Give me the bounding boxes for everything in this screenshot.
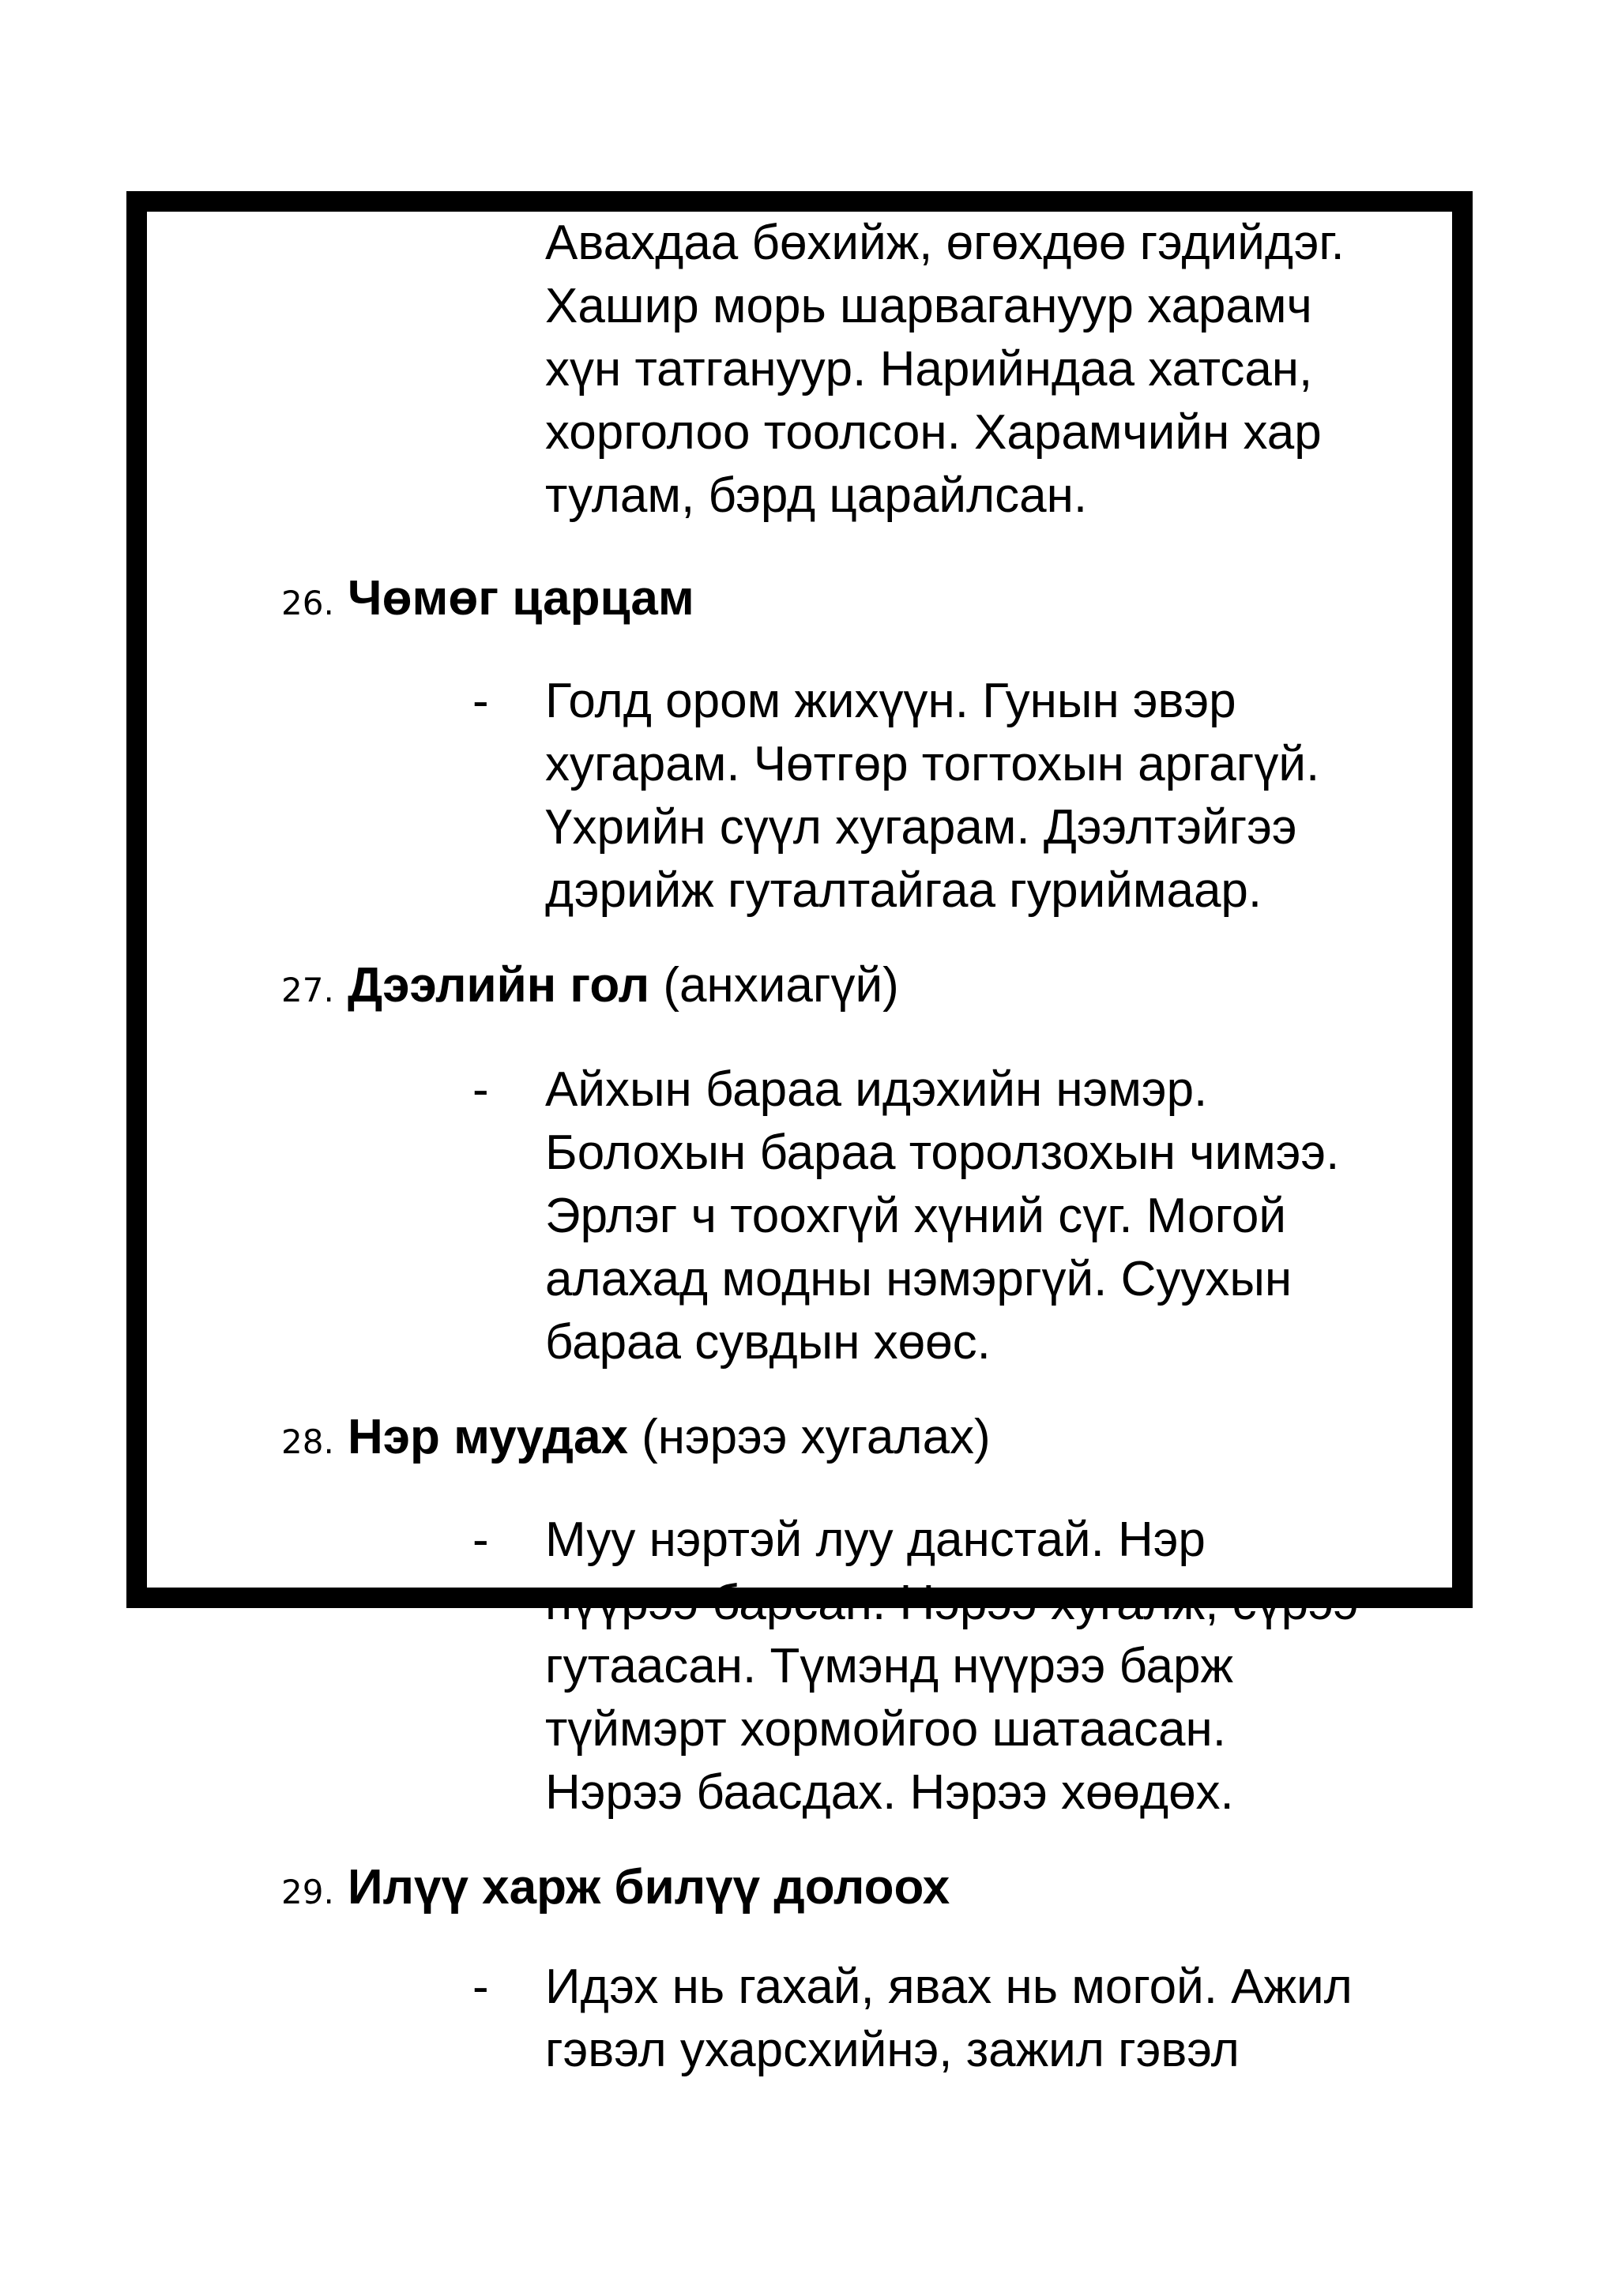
- entry-line: гутаасан. Түмэнд нүүрээ барж: [545, 1639, 1233, 1693]
- entry-line: түймэрт хормойгоо шатаасан.: [545, 1702, 1226, 1757]
- entry-title: Чөмөг царцам: [348, 571, 694, 626]
- bullet-dash: -: [472, 1513, 489, 1567]
- entry-title: Дээлийн гол: [348, 958, 650, 1013]
- entry-note: (нэрээ хугалах): [627, 1410, 991, 1464]
- entry-line: бараа сувдын хөөс.: [545, 1315, 991, 1370]
- entry-line: Айхын бараа идэхийн нэмэр.: [545, 1062, 1208, 1117]
- entry-line: Голд ором жихүүн. Гунын эвэр: [545, 674, 1236, 728]
- entry-line: Муу нэртэй луу данстай. Нэр: [545, 1513, 1206, 1567]
- entry-line: Идэх нь гахай, явах нь могой. Ажил: [545, 1960, 1353, 2014]
- entry-line: хугарам. Чөтгөр тогтохын аргагүй.: [545, 737, 1320, 791]
- entry-line: Үхрийн сүүл хугарам. Дээлтэйгээ: [545, 800, 1297, 855]
- intro-line: Хашир морь шарваганууp харамч: [545, 279, 1312, 333]
- entry-note: (анхиагүй): [649, 958, 899, 1013]
- bullet-dash: -: [472, 674, 489, 728]
- entry-number: 26.: [281, 584, 334, 622]
- entry-number: 27.: [281, 971, 334, 1009]
- entry-line: нүүрээ барсан. Нэрээ хугалж, сүрээ: [545, 1576, 1359, 1630]
- entry-heading: [281, 954, 899, 1022]
- intro-line: хорголоо тоолсон. Харамчийн хар: [545, 405, 1322, 460]
- entry-title: Нэр муудах: [348, 1410, 628, 1464]
- entry-heading: [281, 1406, 991, 1474]
- intro-line: хүн татганууp. Нарийндаа хатсан,: [545, 342, 1313, 396]
- entry-line: Эрлэг ч тоохгүй хүний сүг. Могой: [545, 1189, 1286, 1243]
- bullet-dash: -: [472, 1960, 489, 2014]
- entry-line: гэвэл ухарсхийнэ, зажил гэвэл: [545, 2023, 1240, 2077]
- entry-line: дэрийж гуталтайгаа гуриймаар.: [545, 863, 1262, 918]
- intro-line: Авахдаа бөхийж, өгөхдөө гэдийдэг.: [545, 216, 1345, 270]
- entry-line: Нэрээ баасдах. Нэрээ хөөдөх.: [545, 1765, 1234, 1820]
- entry-number: 29.: [281, 1873, 334, 1911]
- entry-heading: [281, 567, 694, 635]
- entry-title: Илүү харж билүү долоох: [348, 1860, 950, 1915]
- entry-number: 28.: [281, 1422, 334, 1461]
- entry-line: алахад модны нэмэргүй. Суухын: [545, 1252, 1293, 1306]
- entry-line: Болохын бараа торолзохын чимээ.: [545, 1125, 1340, 1180]
- entry-heading: [281, 1856, 950, 1924]
- intro-line: тулам, бэрд царайлсан.: [545, 468, 1088, 523]
- bullet-dash: -: [472, 1062, 489, 1117]
